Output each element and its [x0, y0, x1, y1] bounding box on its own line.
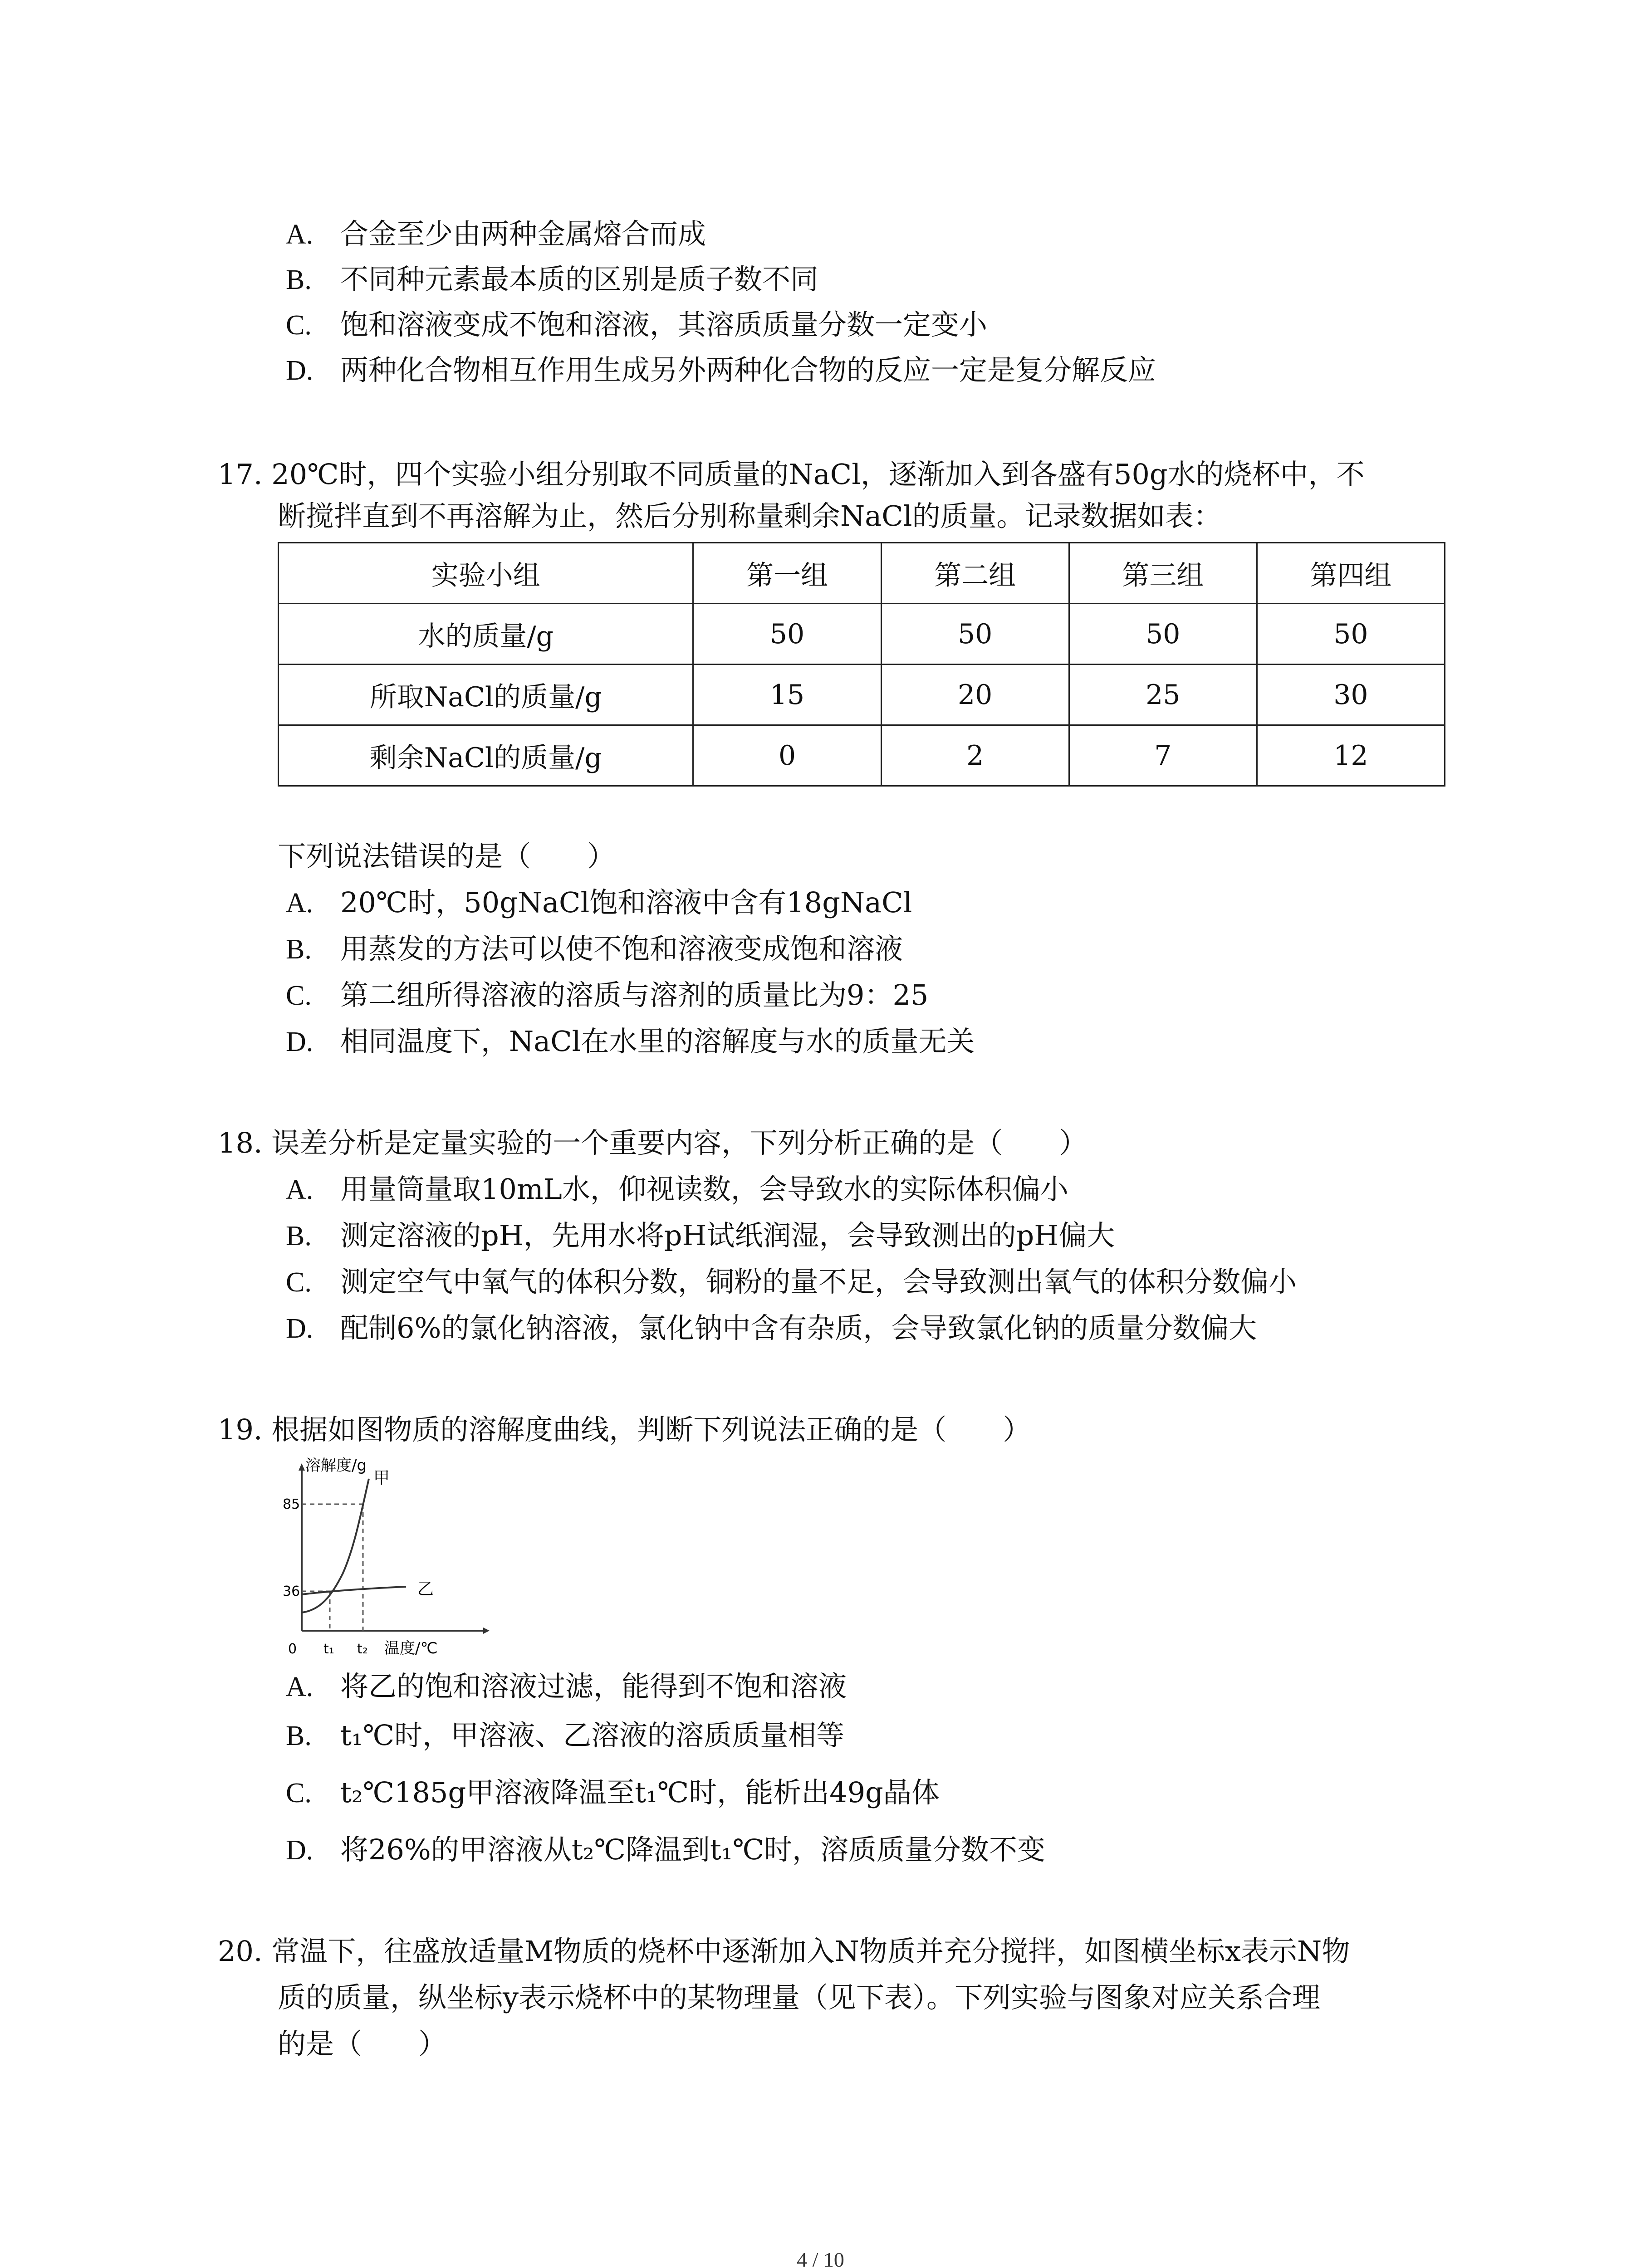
option-letter: A.: [286, 219, 314, 250]
q19-option-b: [286, 1717, 844, 1754]
option-text: 测定空气中氧气的体积分数，铜粉的量不足，会导致测出氧气的体积分数偏小: [340, 1265, 1297, 1298]
x-axis-arrow: [483, 1628, 490, 1634]
table-cell: 50: [1257, 604, 1445, 665]
table-header-row: [279, 543, 1445, 604]
option-letter: C.: [286, 1778, 312, 1809]
x-tick-t1: t₁: [323, 1641, 334, 1657]
option-text: 将26%的甲溶液从t₂℃降温到t₁℃时，溶质质量分数不变: [340, 1833, 1046, 1866]
table-cell: 水的质量/g: [279, 604, 693, 665]
option-text: 配制6%的氯化钠溶液，氯化钠中含有杂质，会导致氯化钠的质量分数偏大: [340, 1311, 1257, 1344]
table-row: [279, 665, 1445, 725]
q16-option-d: [286, 352, 1156, 389]
table-cell: 25: [1069, 665, 1257, 725]
q18-stem: 18. 误差分析是定量实验的一个重要内容，下列分析正确的是（ ）: [218, 1126, 1087, 1159]
y-axis-arrow: [299, 1463, 305, 1471]
option-letter: D.: [286, 1313, 314, 1344]
x-axis-label: 温度/℃: [384, 1639, 438, 1657]
option-text: 测定溶液的pH，先用水将pH试纸润湿，会导致测出的pH偏大: [340, 1219, 1115, 1252]
option-text: 合金至少由两种金属熔合而成: [340, 217, 706, 250]
curve-yi: [302, 1587, 406, 1594]
q17-option-a: [286, 885, 912, 921]
table-row: [279, 725, 1445, 786]
q20-stem-line2: 质的质量，纵坐标y表示烧杯中的某物理量（见下表）。下列实验与图象对应关系合理: [278, 1981, 1321, 2014]
page-number: 4 / 10: [797, 2248, 844, 2268]
table-header-cell: 实验小组: [279, 543, 693, 604]
table-cell: 30: [1257, 665, 1445, 725]
option-letter: A.: [286, 1672, 314, 1702]
option-text: 两种化合物相互作用生成另外两种化合物的反应一定是复分解反应: [340, 353, 1156, 386]
q18-option-d: [286, 1310, 1257, 1347]
solubility-curve-graph: [283, 1457, 488, 1660]
table-cell: 0: [693, 725, 881, 786]
option-letter: B.: [286, 1721, 312, 1751]
table-cell: 15: [693, 665, 881, 725]
table-header-cell: 第四组: [1257, 543, 1445, 604]
table-cell: 剩余NaCl的质量/g: [279, 725, 693, 786]
q17-option-d: [286, 1023, 975, 1060]
option-letter: C.: [286, 310, 312, 341]
option-text: 第二组所得溶液的溶质与溶剂的质量比为9：25: [340, 978, 929, 1012]
q17-option-b: [286, 931, 903, 968]
q17-data-table: [278, 542, 1445, 787]
q17-stem-line1: 17. 20℃时，四个实验小组分别取不同质量的NaCl，逐渐加入到各盛有50g水的烧杯中，不: [218, 458, 1365, 491]
curve-label-jia: 甲: [373, 1469, 390, 1487]
y-tick-85: 85: [283, 1496, 300, 1512]
table-cell: 50: [1069, 604, 1257, 665]
option-letter: C.: [286, 1267, 312, 1298]
q18-option-b: [286, 1217, 1115, 1254]
y-tick-36: 36: [283, 1584, 300, 1599]
q17-option-c: [286, 977, 928, 1014]
option-text: t₁℃时，甲溶液、乙溶液的溶质质量相等: [340, 1719, 845, 1752]
q17-stem-line2: 断搅拌直到不再溶解为止，然后分别称量剩余NaCl的质量。记录数据如表：: [278, 499, 1222, 533]
x-tick-t2: t₂: [357, 1641, 368, 1657]
q16-option-c: [286, 307, 987, 343]
table-cell: 20: [881, 665, 1069, 725]
option-letter: B.: [286, 264, 312, 295]
option-letter: A.: [286, 888, 314, 919]
table-cell: 所取NaCl的质量/g: [279, 665, 693, 725]
origin-label: 0: [288, 1641, 297, 1657]
option-text: 饱和溶液变成不饱和溶液，其溶质质量分数一定变小: [340, 308, 988, 341]
q16-option-b: [286, 261, 818, 298]
q16-option-a: [286, 216, 706, 253]
option-text: 相同温度下，NaCl在水里的溶解度与水的质量无关: [340, 1025, 975, 1058]
q17-prompt: 下列说法错误的是（ ）: [278, 840, 616, 873]
option-letter: D.: [286, 355, 314, 386]
q20-stem-line3: 的是（ ）: [278, 2027, 447, 2060]
option-text: 用量筒量取10mL水，仰视读数，会导致水的实际体积偏小: [340, 1173, 1068, 1206]
table-cell: 12: [1257, 725, 1445, 786]
table-header-cell: 第三组: [1069, 543, 1257, 604]
q19-stem: 19. 根据如图物质的溶解度曲线，判断下列说法正确的是（ ）: [218, 1413, 1031, 1446]
option-text: t₂℃185g甲溶液降温至t₁℃时，能析出49g晶体: [340, 1776, 940, 1809]
option-letter: A.: [286, 1174, 314, 1205]
y-axis-label: 溶解度/g: [305, 1457, 367, 1475]
option-letter: B.: [286, 1221, 312, 1251]
table-row: [279, 604, 1445, 665]
q19-option-a: [286, 1668, 847, 1705]
curve-label-yi: 乙: [417, 1580, 434, 1598]
option-letter: C.: [286, 980, 312, 1011]
option-text: 不同种元素最本质的区别是质子数不同: [340, 263, 819, 296]
option-text: 20℃时，50gNaCl饱和溶液中含有18gNaCl: [340, 886, 912, 919]
table-header-cell: 第二组: [881, 543, 1069, 604]
option-letter: B.: [286, 934, 312, 965]
q19-option-d: [286, 1832, 1045, 1868]
table-cell: 2: [881, 725, 1069, 786]
q20-stem-line1: 20. 常温下，往盛放适量M物质的烧杯中逐渐加入N物质并充分搅拌，如图横坐标x表示N物: [218, 1935, 1350, 1968]
option-letter: D.: [286, 1835, 314, 1866]
option-letter: D.: [286, 1026, 314, 1057]
table-cell: 7: [1069, 725, 1257, 786]
q19-option-c: [286, 1774, 940, 1811]
option-text: 将乙的饱和溶液过滤，能得到不饱和溶液: [340, 1670, 847, 1703]
table-cell: 50: [881, 604, 1069, 665]
q18-option-a: [286, 1171, 1068, 1208]
table-cell: 50: [693, 604, 881, 665]
option-text: 用蒸发的方法可以使不饱和溶液变成饱和溶液: [340, 932, 903, 965]
table-header-cell: 第一组: [693, 543, 881, 604]
q18-option-c: [286, 1264, 1297, 1300]
